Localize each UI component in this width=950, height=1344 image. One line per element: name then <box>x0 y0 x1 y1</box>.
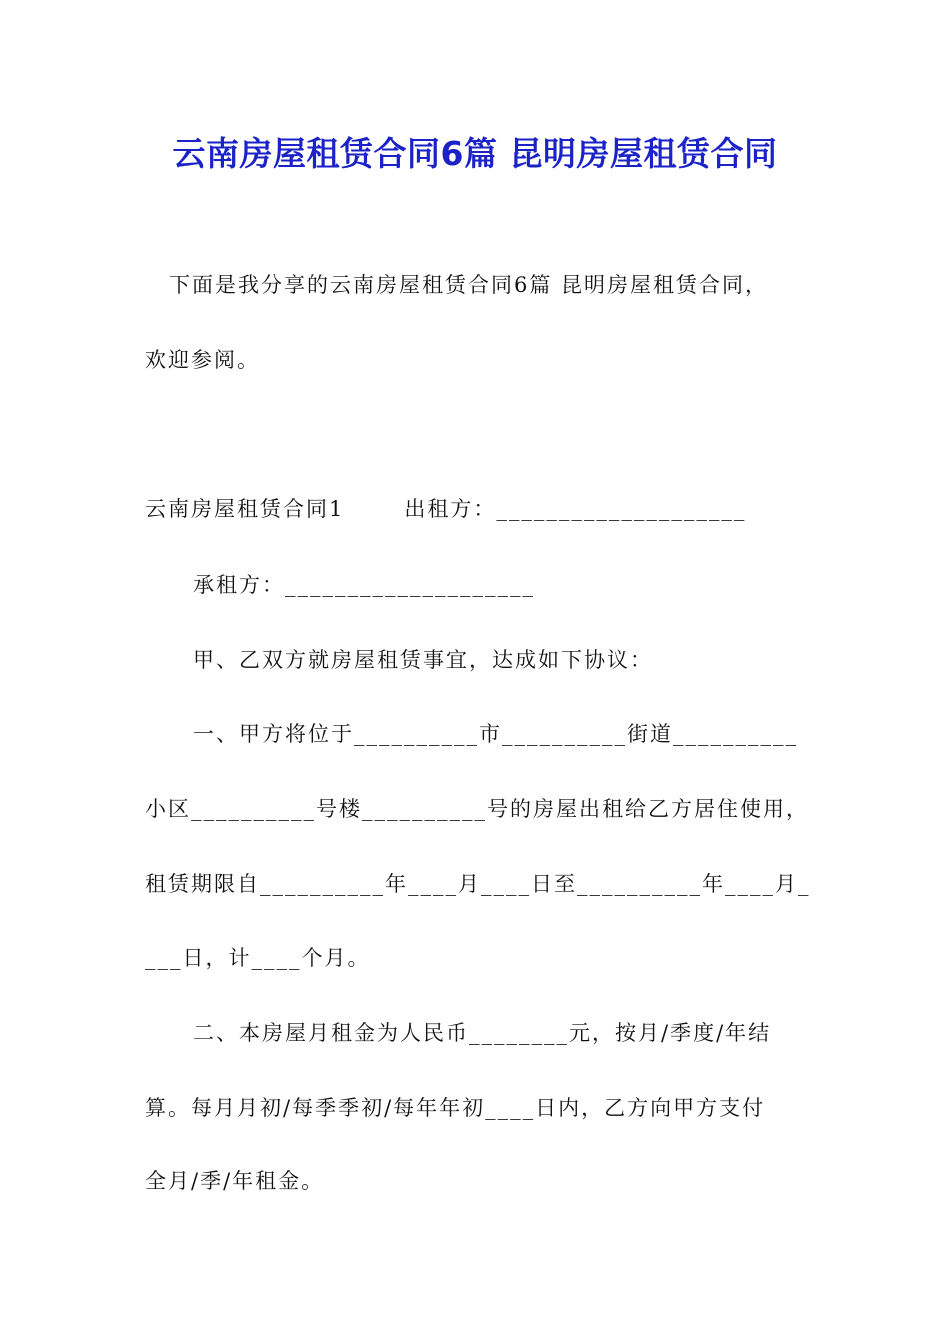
clause-1-line-2: 小区__________号楼__________号的房屋出租给乙方居住使用， <box>145 797 809 821</box>
clause-2-line-2: 算。每月月初/每季季初/每年年初____日内，乙方向甲方支付 <box>145 1096 766 1120</box>
clause-1-line-3: 租赁期限自__________年____月____日至__________年____月_ <box>145 872 811 896</box>
clause-2-line-1: 二、本房屋月租金为人民币________元，按月/季度/年结 <box>193 1021 772 1045</box>
clause-1-line-1: 一、甲方将位于__________市__________街道__________ <box>193 722 798 746</box>
intro-line-1: 下面是我分享的云南房屋租赁合同6篇 昆明房屋租赁合同， <box>169 273 769 297</box>
section-heading: 云南房屋租赁合同1 <box>145 497 345 521</box>
document-title: 云南房屋租赁合同6篇 昆明房屋租赁合同 <box>172 134 778 173</box>
clause-2-line-3: 全月/季/年租金。 <box>145 1169 325 1193</box>
clause-1-line-4: ___日，计____个月。 <box>145 946 371 970</box>
agreement-line: 甲、乙双方就房屋租赁事宜，达成如下协议： <box>193 648 653 672</box>
lessee-line: 承租方：____________________ <box>193 573 535 597</box>
intro-line-2: 欢迎参阅。 <box>145 348 260 372</box>
lessor-line: 出租方：____________________ <box>404 497 747 521</box>
section-heading-row <box>145 494 746 524</box>
